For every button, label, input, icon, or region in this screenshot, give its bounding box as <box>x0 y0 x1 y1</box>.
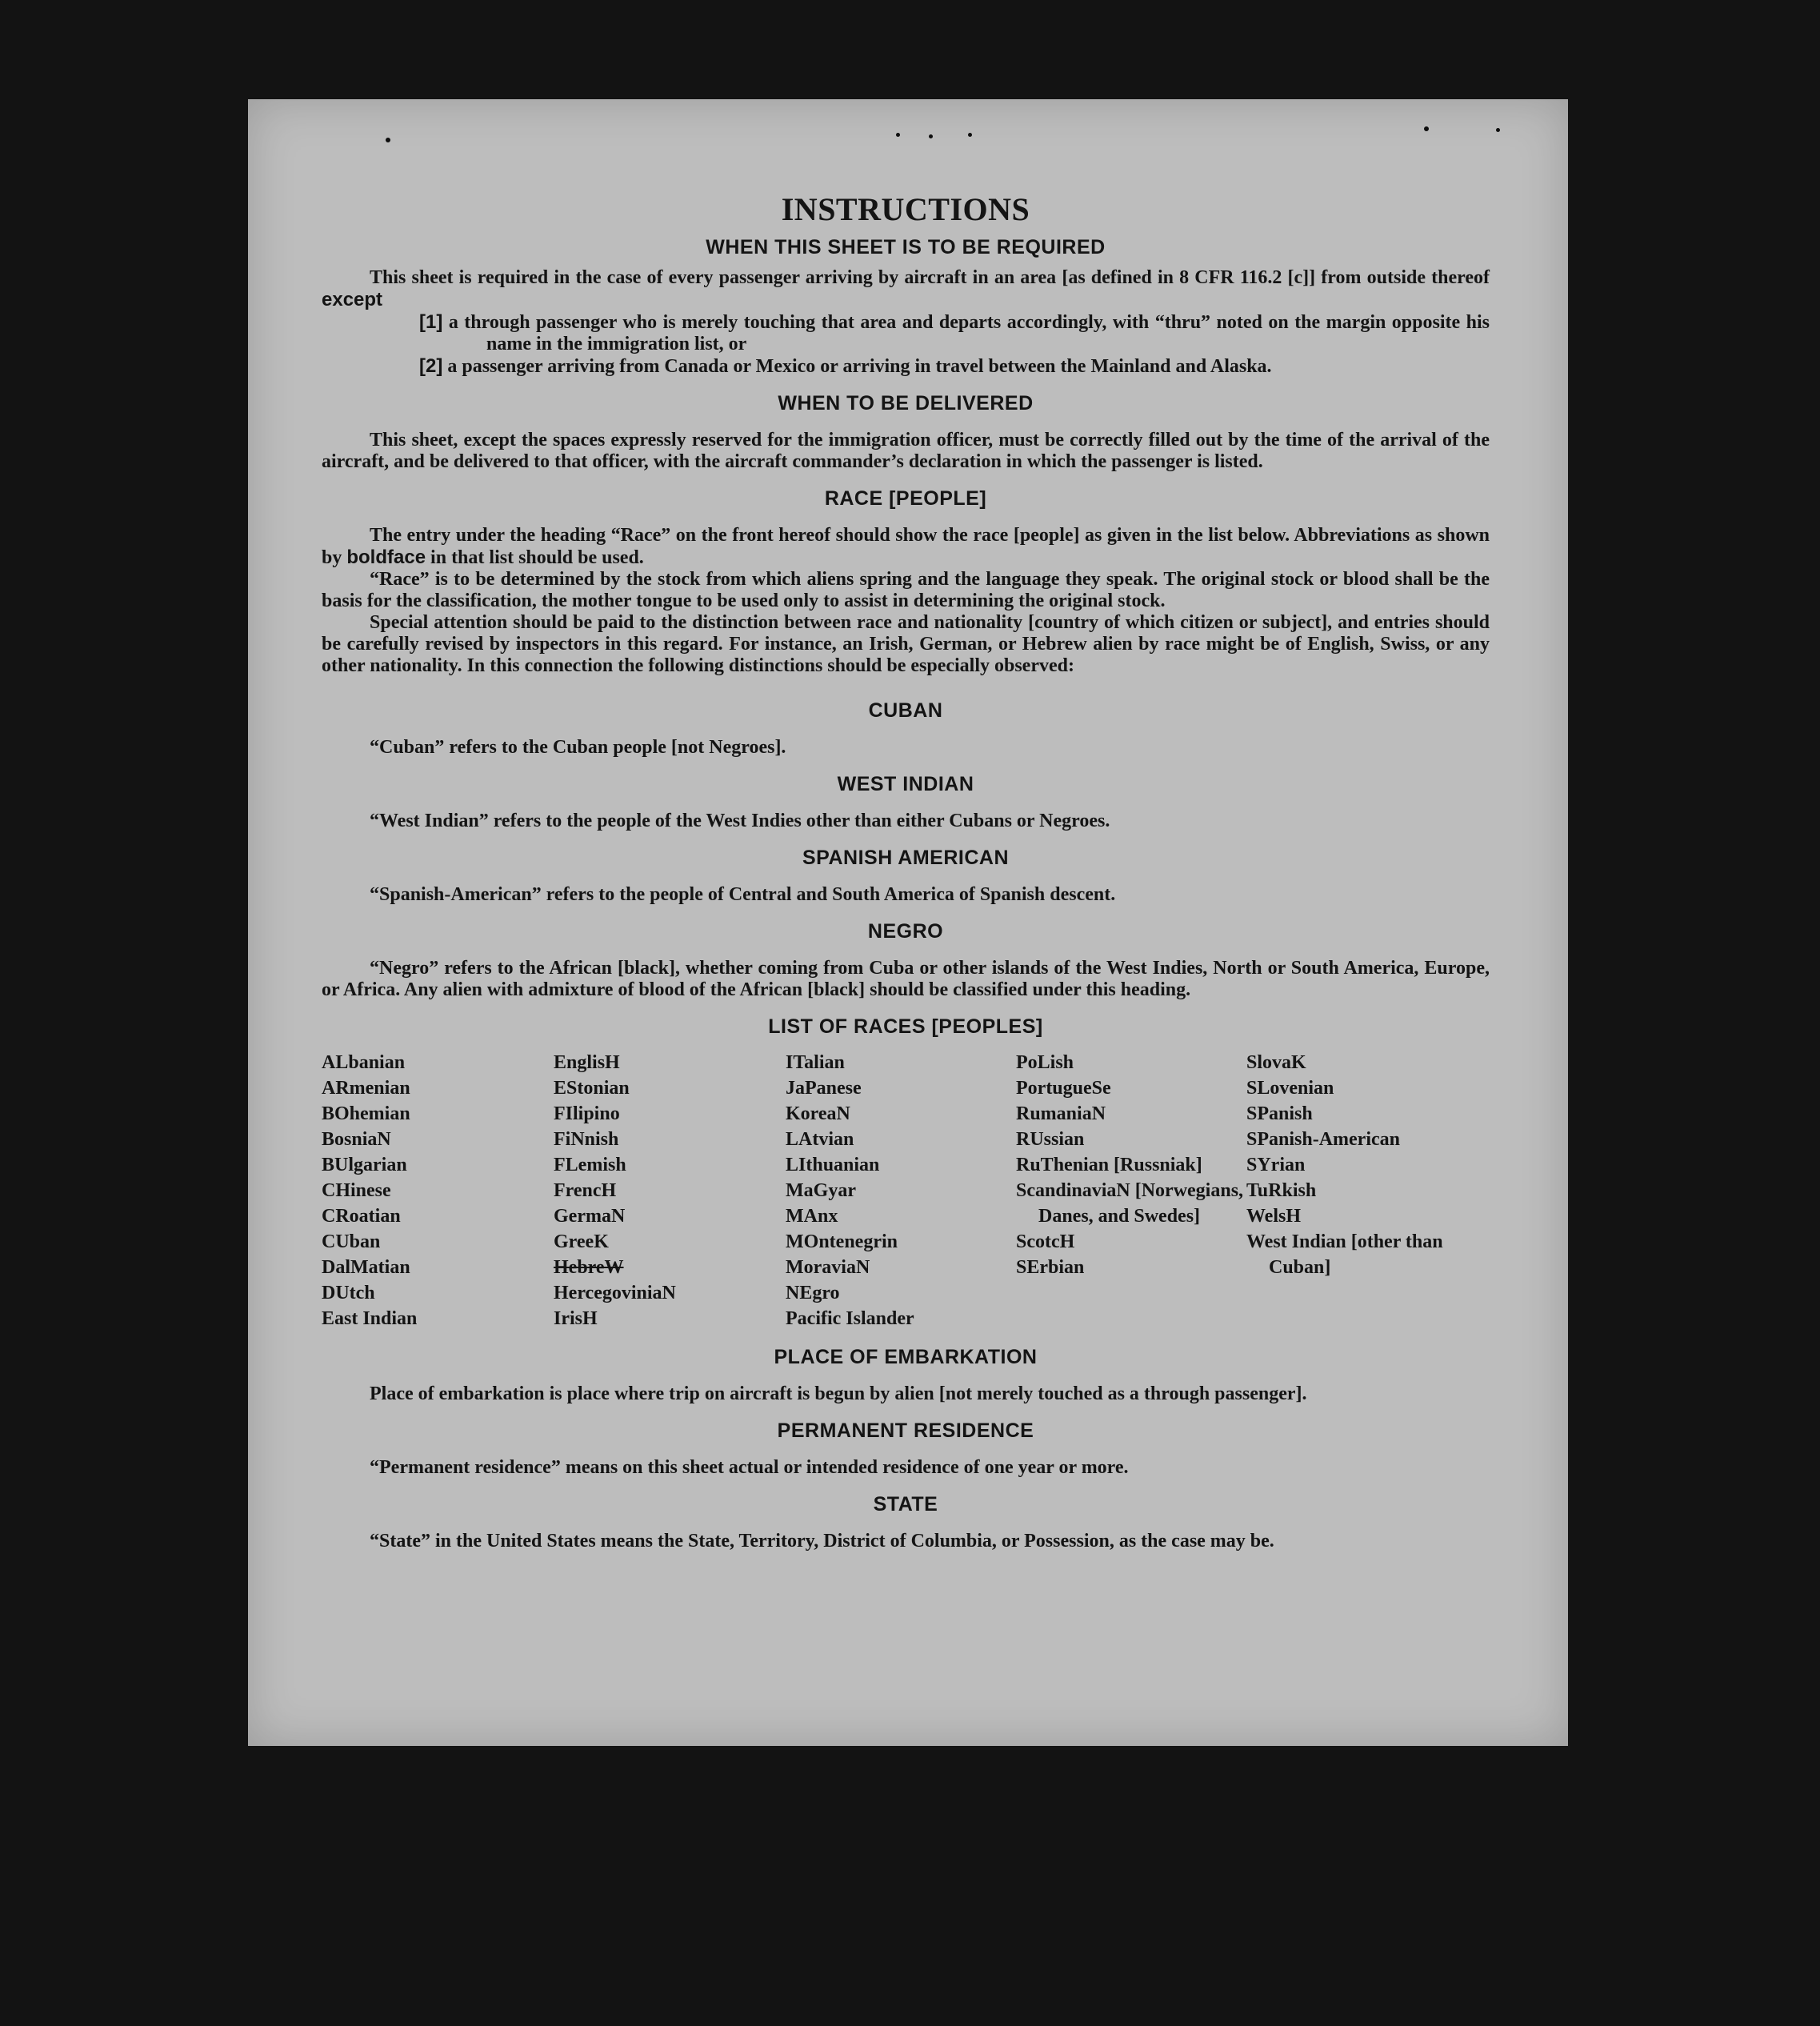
race-paragraph-2: “Race” is to be determined by the stock from which aliens spring and the language they speak. The original stock or blood shall be the basis for the classification, the mother tongue to be used only to assist in determining the original stock. <box>322 569 1490 611</box>
race-item: IrisH <box>554 1308 598 1329</box>
race-item: LIthuanian <box>786 1155 880 1175</box>
section-heading-negro: NEGRO <box>867 920 944 943</box>
races-column-2 <box>554 1050 786 1331</box>
speck <box>968 133 972 137</box>
west-indian-text: “West Indian” refers to the people of the West Indies other than either Cubans or Negroes. <box>370 811 1110 831</box>
race-item: ARmenian <box>322 1078 410 1099</box>
race-item: EStonian <box>554 1078 630 1099</box>
race-item: FLemish <box>554 1155 626 1175</box>
race-item: Pacific Islander <box>786 1308 914 1329</box>
race-item: FrencH <box>554 1180 617 1201</box>
race-item: BOhemian <box>322 1103 410 1124</box>
race-item: CUban <box>322 1231 381 1252</box>
speck <box>386 138 390 142</box>
required-item: [2] a passenger arriving from Canada or Mexico or arriving in travel between the Mainland and Alaska. <box>419 355 1272 377</box>
section-heading-west-indian: WEST INDIAN <box>837 773 974 795</box>
race-item: GermaN <box>554 1206 626 1227</box>
race-item: SlovaK <box>1246 1052 1306 1073</box>
race-paragraph-1: The entry under the heading “Race” on the front hereof should show the race [people] as given in the list below. Abbreviations as shown by boldface in that list should be used. <box>322 525 1490 568</box>
race-item: JaPanese <box>786 1078 862 1099</box>
section-heading-embarkation: PLACE OF EMBARKATION <box>774 1346 1038 1368</box>
residence-text: “Permanent residence” means on this sheet actual or intended residence of one year or more. <box>370 1457 1129 1478</box>
races-column-5 <box>1246 1050 1486 1331</box>
race-item: HercegoviniaN <box>554 1283 676 1303</box>
delivered-text: This sheet, except the spaces expressly reserved for the immigration officer, must be correctly filled out by the time of the arrival of the aircraft, and be delivered to that officer, with the aircraft commander’s declaration in which the passenger is listed. <box>322 430 1490 472</box>
section-heading-required: WHEN THIS SHEET IS TO BE REQUIRED <box>706 236 1106 258</box>
race-item: RUssian <box>1016 1129 1085 1150</box>
document-body <box>322 190 1490 1552</box>
race-item: RumaniaN <box>1016 1103 1106 1124</box>
race-item: West Indian [other than Cuban] <box>1246 1231 1443 1278</box>
race-item: East Indian <box>322 1308 418 1329</box>
races-column-3 <box>786 1050 1016 1331</box>
document-title: INSTRUCTIONS <box>781 191 1030 227</box>
races-list <box>322 1050 1490 1331</box>
race-item: CHinese <box>322 1180 391 1201</box>
race-item: PoLish <box>1016 1052 1074 1073</box>
race-item: ScandinaviaN [Norwegians, Danes, and Swedes] <box>1016 1180 1244 1227</box>
speck <box>896 133 900 137</box>
race-item: WelsH <box>1246 1206 1302 1227</box>
race-item: MOntenegrin <box>786 1231 898 1252</box>
races-column-4 <box>1016 1050 1246 1331</box>
cuban-text: “Cuban” refers to the Cuban people [not Negroes]. <box>370 737 786 758</box>
race-item: ITalian <box>786 1052 845 1073</box>
race-item: TuRkish <box>1246 1180 1317 1201</box>
race-item: EnglisH <box>554 1052 620 1073</box>
race-item: FiNnish <box>554 1129 619 1150</box>
negro-text: “Negro” refers to the African [black], whether coming from Cuba or other islands of the West Indies, North or South America, Europe, or Africa. Any alien with admixture of blood of the African [black] should be classified under this heading. <box>322 958 1490 1000</box>
race-item: MoraviaN <box>786 1257 870 1278</box>
race-item: BosniaN <box>322 1129 391 1150</box>
section-heading-residence: PERMANENT RESIDENCE <box>777 1419 1034 1442</box>
race-item: SErbian <box>1016 1257 1085 1278</box>
embarkation-text: Place of embarkation is place where trip on aircraft is begun by alien [not merely touched as a through passenger]. <box>370 1383 1307 1404</box>
required-intro: This sheet is required in the case of every passenger arriving by aircraft in an area [as defined in 8 CFR 116.2 [c]] from outside thereof except <box>322 267 1490 310</box>
race-item: BUlgarian <box>322 1155 407 1175</box>
section-heading-delivered: WHEN TO BE DELIVERED <box>778 392 1034 414</box>
race-item: DUtch <box>322 1283 375 1303</box>
race-item: CRoatian <box>322 1206 401 1227</box>
section-heading-list-of-races: LIST OF RACES [PEOPLES] <box>768 1015 1043 1038</box>
section-heading-race: RACE [PEOPLE] <box>824 487 987 510</box>
race-item-struck: HebreW <box>554 1257 624 1278</box>
race-item: ALbanian <box>322 1052 406 1073</box>
race-item: ScotcH <box>1016 1231 1075 1252</box>
section-heading-spanish-american: SPANISH AMERICAN <box>802 847 1009 869</box>
race-item: PortugueSe <box>1016 1078 1111 1099</box>
race-item: MAnx <box>786 1206 838 1227</box>
required-intro-bold: except <box>322 289 383 310</box>
race-item: LAtvian <box>786 1129 854 1150</box>
section-heading-state: STATE <box>873 1493 938 1515</box>
race-item: SPanish <box>1246 1103 1313 1124</box>
spanish-american-text: “Spanish-American” refers to the people of Central and South America of Spanish descent. <box>370 884 1116 905</box>
speck <box>1496 128 1500 132</box>
section-heading-cuban: CUBAN <box>868 699 943 722</box>
speck <box>929 134 933 138</box>
race-paragraph-3: Special attention should be paid to the distinction between race and nationality [country of which citizen or subject], and entries should be carefully revised by inspectors in this regard. For instance, an Irish, German, or Hebrew alien by race might be of English, Swiss, or any other nationality. In this connection the following distinctions should be especially observed: <box>322 612 1490 676</box>
race-item: MaGyar <box>786 1180 856 1201</box>
state-text: “State” in the United States means the State, Territory, District of Columbia, or Possession, as the case may be. <box>370 1531 1274 1552</box>
race-item: SPanish-American <box>1246 1129 1400 1150</box>
race-item: SLovenian <box>1246 1078 1334 1099</box>
race-item: SYrian <box>1246 1155 1306 1175</box>
race-item: KoreaN <box>786 1103 850 1124</box>
race-item: GreeK <box>554 1231 609 1252</box>
race-item: NEgro <box>786 1283 840 1303</box>
document-sheet <box>248 99 1568 1746</box>
race-item: DalMatian <box>322 1257 410 1278</box>
race-item: FIlipino <box>554 1103 620 1124</box>
race-item: RuThenian [Russniak] <box>1016 1155 1202 1175</box>
races-column-1 <box>322 1050 554 1331</box>
speck <box>1424 126 1429 131</box>
required-item: [1] a through passenger who is merely touching that area and departs accordingly, with “thru” noted on the margin opposite his name in the immigration list, or <box>419 311 1490 354</box>
